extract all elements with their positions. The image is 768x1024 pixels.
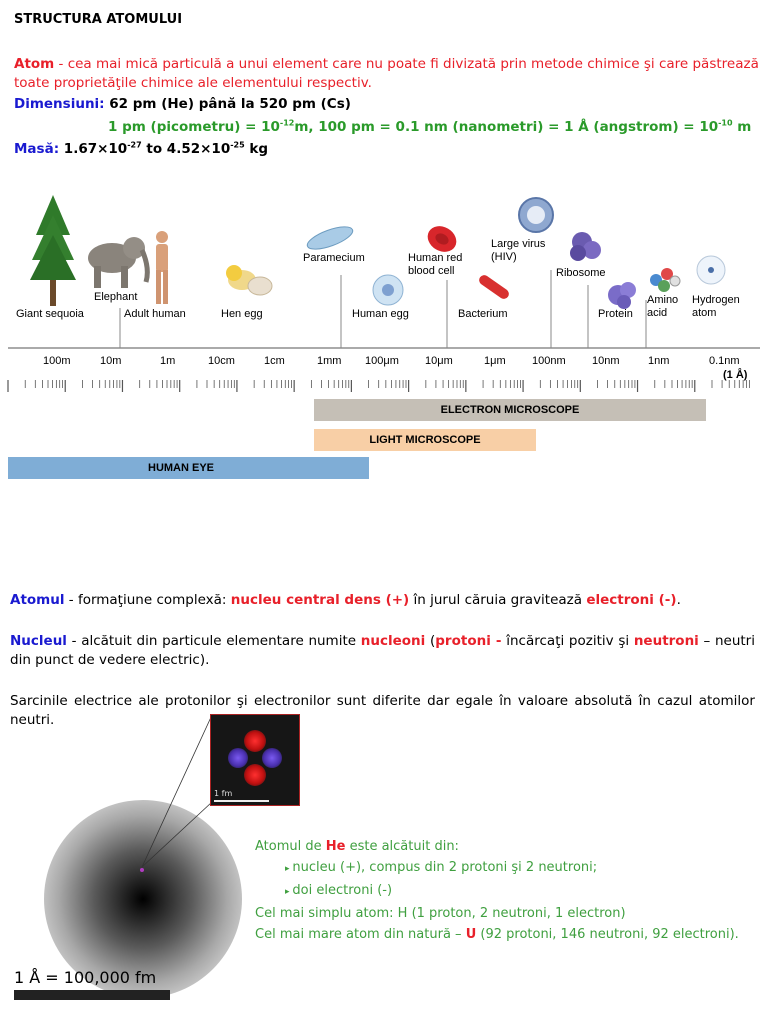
figure-scale-bar bbox=[14, 990, 170, 1000]
tick-label: 1μm bbox=[484, 355, 506, 367]
nucleul-neutroni: neutroni bbox=[633, 633, 699, 649]
inset-scale-bar bbox=[214, 800, 269, 802]
units-part1: 1 pm (picometru) = 10 bbox=[108, 119, 280, 135]
masa-exp1: -27 bbox=[127, 140, 142, 150]
tick-label: 10nm bbox=[592, 355, 620, 367]
atom-definition bbox=[14, 55, 759, 93]
label-ribosome: Ribosome bbox=[556, 267, 606, 279]
angstrom-label: (1 Å) bbox=[723, 369, 748, 381]
label-large-virus: Large virus (HIV) bbox=[491, 238, 546, 263]
sequoia-tree-icon bbox=[30, 195, 76, 306]
label-hen-egg: Hen egg bbox=[221, 308, 263, 320]
human-egg-icon bbox=[373, 275, 403, 305]
human-icon bbox=[156, 231, 168, 304]
neutron-icon bbox=[262, 748, 282, 768]
neutron-icon bbox=[228, 748, 248, 768]
label-amino-acid: Amino acid bbox=[647, 294, 679, 319]
tick-label: 0.1nm bbox=[709, 355, 740, 367]
tick-label: 10m bbox=[100, 355, 122, 367]
nucleul-term: Nucleul bbox=[10, 633, 67, 649]
masa-part3: kg bbox=[244, 141, 269, 157]
tick-label: 1nm bbox=[648, 355, 670, 367]
label-protein: Protein bbox=[598, 308, 633, 320]
label-giant-sequoia: Giant sequoia bbox=[16, 308, 84, 320]
atomul-paragraph bbox=[10, 591, 760, 610]
he-text-c: este alcătuit din: bbox=[345, 839, 459, 854]
nucleus-inset bbox=[210, 714, 300, 806]
hydrogen-atom-icon bbox=[697, 256, 725, 284]
helium-description bbox=[255, 836, 765, 945]
masa-part2: to 4.52×10 bbox=[141, 141, 231, 157]
label-paramecium: Paramecium bbox=[303, 252, 365, 264]
protein-icon bbox=[608, 282, 636, 309]
atomul-text1: - formaţiune complexă: bbox=[64, 592, 231, 608]
tick-label: 1mm bbox=[317, 355, 342, 367]
dimensiuni-line bbox=[14, 95, 351, 114]
bullet2-text: doi electroni (-) bbox=[292, 883, 393, 898]
nucleul-text2: ( bbox=[425, 633, 436, 649]
hen-egg-icon bbox=[226, 265, 272, 295]
atomul-text2: în jurul căruia gravitează bbox=[409, 592, 587, 608]
elephant-icon bbox=[88, 237, 147, 288]
label-human-egg: Human egg bbox=[352, 308, 409, 320]
tick-label: 10cm bbox=[208, 355, 235, 367]
units-part3: m bbox=[732, 119, 752, 135]
atomul-term: Atomul bbox=[10, 592, 65, 608]
units-line bbox=[108, 118, 751, 137]
helium-line1 bbox=[255, 836, 765, 857]
atom-term: Atom bbox=[14, 56, 55, 72]
he-text-a: Atomul de bbox=[255, 839, 326, 854]
electron-microscope-bar: ELECTRON MICROSCOPE bbox=[314, 399, 706, 421]
he-l5a: Cel mai mare atom din natură – bbox=[255, 927, 466, 942]
size-scale-figure bbox=[0, 180, 768, 490]
u-symbol: U bbox=[465, 927, 477, 942]
dimensiuni-term: Dimensiuni: bbox=[14, 96, 105, 112]
helium-bullet1 bbox=[255, 857, 765, 880]
virus-icon bbox=[519, 198, 553, 232]
page-title: STRUCTURA ATOMULUI bbox=[14, 12, 183, 27]
tick-label: 100nm bbox=[532, 355, 566, 367]
proton-icon bbox=[244, 730, 266, 752]
helium-bullet2 bbox=[255, 880, 765, 903]
label-adult-human: Adult human bbox=[124, 308, 186, 320]
tick-label: 100μm bbox=[365, 355, 399, 367]
amino-acid-icon bbox=[650, 268, 680, 292]
bullet-arrow-icon: ▸ bbox=[285, 887, 293, 897]
masa-line bbox=[14, 140, 268, 159]
dimensiuni-text: 62 pm (He) până la 520 pm (Cs) bbox=[109, 96, 351, 112]
helium-line4: Cel mai simplu atom: H (1 proton, 2 neutroni, 1 electron) bbox=[255, 906, 626, 921]
masa-part1: 1.67×10 bbox=[63, 141, 128, 157]
he-symbol: He bbox=[325, 839, 346, 854]
he-l5c: (92 protoni, 146 neutroni, 92 electroni). bbox=[476, 927, 739, 942]
nucleul-text3: încărcaţi pozitiv şi bbox=[501, 633, 634, 649]
nucleul-text4: – neutri din punct de vedere electric). bbox=[10, 633, 755, 668]
tick-label: 1m bbox=[160, 355, 176, 367]
masa-exp2: -25 bbox=[230, 140, 245, 150]
helium-line5 bbox=[255, 924, 765, 945]
units-exp2: -10 bbox=[718, 118, 733, 128]
tick-label: 100m bbox=[43, 355, 71, 367]
inset-scale-label: 1 fm bbox=[214, 789, 233, 798]
log-ruler bbox=[8, 380, 749, 392]
paramecium-icon bbox=[305, 222, 356, 253]
sarcinile-paragraph: Sarcinile electrice ale protonilor şi electronilor sunt diferite dar egale în valoare absolută în cazul atomilor neutri. bbox=[10, 693, 755, 728]
atom-def-text: - cea mai mică particulă a unui element care nu poate fi divizată prin metode chimice şi care păstrează toate proprietăţile chimice ale elementului respectiv. bbox=[14, 56, 759, 91]
nucleul-nucleoni: nucleoni bbox=[360, 633, 426, 649]
bullet-arrow-icon: ▸ bbox=[285, 864, 293, 874]
bacterium-icon bbox=[477, 273, 511, 301]
tick-label: 10μm bbox=[425, 355, 453, 367]
label-bacterium: Bacterium bbox=[458, 308, 508, 320]
units-exp1: -12 bbox=[279, 118, 295, 128]
atomul-electroni: electroni (-) bbox=[586, 592, 677, 608]
figure-scale-label: 1 Å = 100,000 fm bbox=[14, 968, 157, 987]
proton-icon bbox=[244, 764, 266, 786]
light-microscope-bar: LIGHT MICROSCOPE bbox=[314, 429, 536, 451]
atomul-nucleu: nucleu central dens (+) bbox=[230, 592, 410, 608]
label-hydrogen-atom: Hydrogen atom bbox=[692, 294, 740, 319]
label-red-blood-cell: Human red blood cell bbox=[408, 252, 463, 277]
ribosome-icon bbox=[570, 232, 601, 261]
human-eye-bar: HUMAN EYE bbox=[8, 457, 369, 479]
nucleul-text1: - alcătuit din particule elementare numite bbox=[66, 633, 361, 649]
nucleul-paragraph bbox=[10, 632, 755, 670]
tick-label: 1cm bbox=[264, 355, 285, 367]
nucleul-protoni: protoni - bbox=[435, 633, 502, 649]
label-elephant: Elephant bbox=[94, 291, 138, 303]
units-part2: m, 100 pm = 0.1 nm (nanometri) = 1 Å (angstrom) = 10 bbox=[294, 119, 719, 135]
atomul-text3: . bbox=[676, 592, 681, 608]
masa-term: Masă: bbox=[14, 141, 60, 157]
bullet1-text: nucleu (+), compus din 2 protoni şi 2 neutroni; bbox=[292, 860, 598, 875]
